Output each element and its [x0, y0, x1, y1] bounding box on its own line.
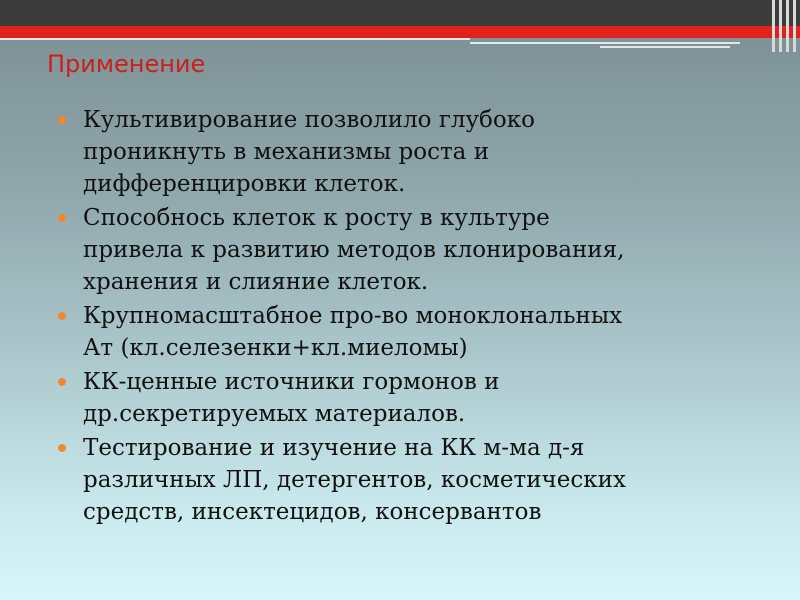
corner-stripe — [772, 0, 775, 52]
bullet-line: хранения и слияние клеток. — [83, 269, 429, 295]
bullet-item — [58, 202, 778, 298]
bullet-line: Ат (кл.селезенки+кл.миеломы) — [83, 335, 468, 361]
bullet-line: привела к развитию методов клонирования, — [83, 237, 625, 263]
corner-stripe — [786, 0, 789, 52]
bullet-dot-icon — [58, 116, 66, 124]
header-divider-line — [600, 46, 730, 48]
header-divider-line — [0, 38, 470, 40]
bullet-line: КК-ценные источники гормонов и — [83, 369, 500, 395]
bullet-line: проникнуть в механизмы роста и — [83, 139, 490, 165]
bullet-line: др.секретируемых материалов. — [83, 401, 466, 427]
bullet-line: Тестирование и изучение на КК м-ма д-я — [83, 435, 585, 461]
bullet-dot-icon — [58, 378, 66, 386]
bullet-line: Крупномасштабное про-во моноклональных — [83, 303, 623, 329]
slide-title: Применение — [47, 50, 206, 78]
corner-stripe — [779, 0, 782, 52]
bullet-item — [58, 366, 778, 430]
bullet-list — [58, 104, 778, 530]
bullet-line: Культивирование позволило глубоко — [83, 107, 535, 133]
bullet-dot-icon — [58, 444, 66, 452]
bullet-dot-icon — [58, 312, 66, 320]
bullet-line: Способнось клеток к росту в культуре — [83, 205, 550, 231]
corner-stripe — [793, 0, 796, 52]
bullet-line: различных ЛП, детергентов, косметических — [83, 467, 626, 493]
bullet-line: дифференцировки клеток. — [83, 171, 406, 197]
header-dark-bar — [0, 0, 800, 26]
bullet-line: средств, инсектецидов, консервантов — [83, 499, 542, 525]
header-red-bar — [0, 26, 800, 38]
header-divider-line — [470, 42, 740, 44]
bullet-item — [58, 432, 778, 528]
bullet-item — [58, 300, 778, 364]
bullet-dot-icon — [58, 214, 66, 222]
bullet-item — [58, 104, 778, 200]
